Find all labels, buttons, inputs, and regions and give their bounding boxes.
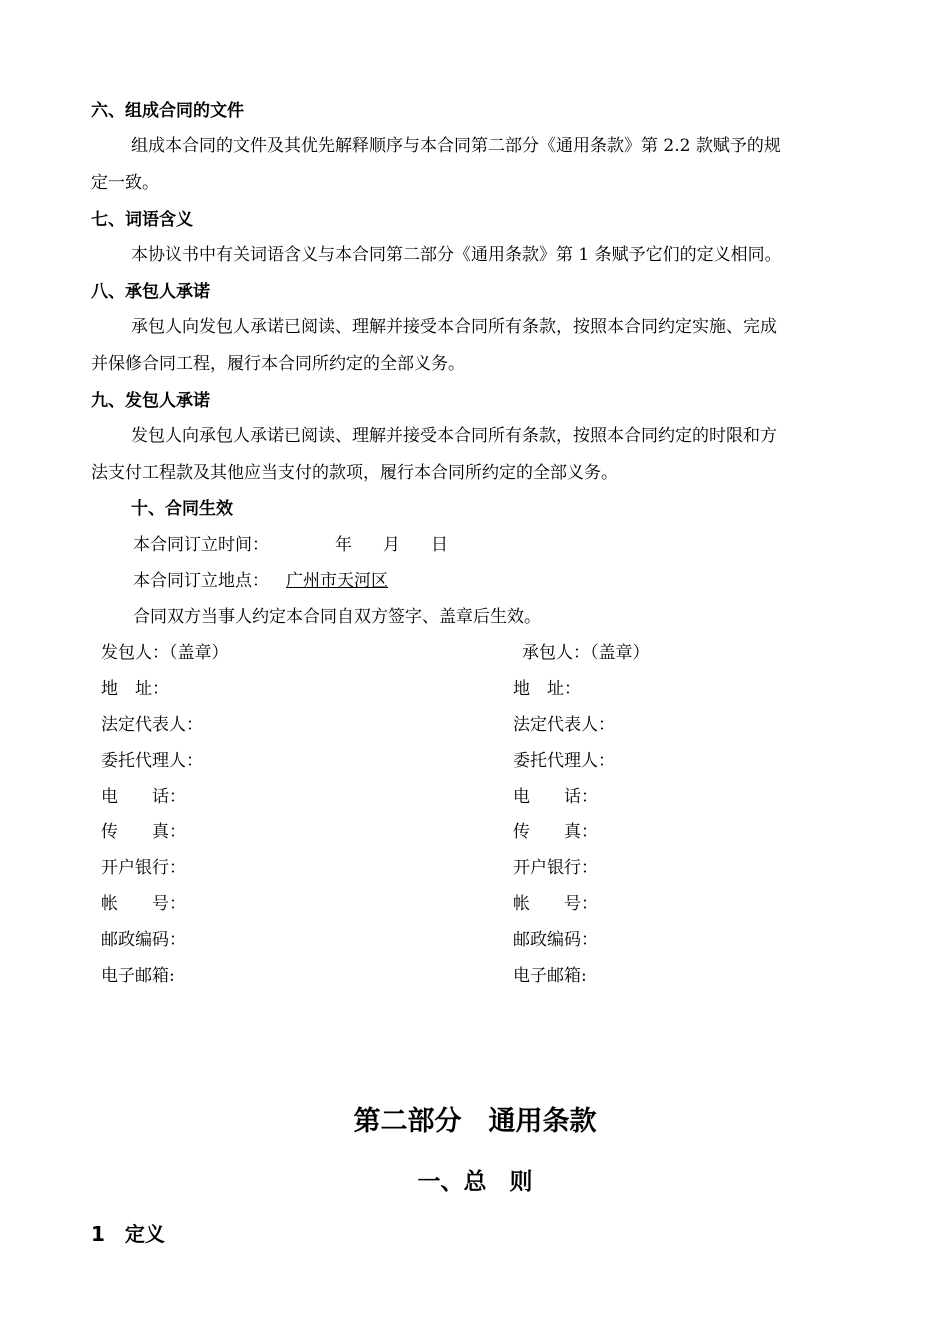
contractor-account-label: 帐 号：	[513, 894, 598, 914]
contractor-bank-label: 开户银行：	[513, 858, 598, 878]
contractor-postcode-label: 邮政编码：	[513, 930, 598, 950]
employer-agent-label: 委托代理人：	[101, 751, 203, 771]
employer-account-label: 帐 号：	[101, 894, 186, 914]
signing-place-value: 广州市天河区	[286, 571, 388, 591]
employer-address-label: 地 址：	[101, 679, 169, 699]
section-8-text-line1: 承包人向发包人承诺已阅读、理解并接受本合同所有条款，按照本合同约定实施、完成	[131, 317, 777, 337]
contractor-address-label: 地 址：	[513, 679, 581, 699]
section-8-text-line2: 并保修合同工程，履行本合同所约定的全部义务。	[91, 354, 465, 374]
employer-postcode-label: 邮政编码：	[101, 930, 186, 950]
signing-place-label: 本合同订立地点：	[133, 571, 269, 591]
signing-date-label: 本合同订立时间：	[133, 535, 269, 555]
employer-email-label: 电子邮箱:	[101, 966, 175, 986]
signing-day: 日	[431, 535, 448, 555]
employer-seal-label: 发包人：（盖章）	[101, 643, 229, 663]
contractor-phone-label: 电 话：	[513, 787, 598, 807]
chapter-one-title: 一、总 则	[417, 1169, 533, 1195]
employer-fax-label: 传 真：	[101, 822, 186, 842]
signing-year: 年	[335, 535, 352, 555]
section-9-heading: 九、发包人承诺	[91, 391, 210, 411]
part-two-title: 第二部分 通用条款	[353, 1106, 597, 1137]
section-7-text-line1: 本协议书中有关词语含义与本合同第二部分《通用条款》第 1 条赋予它们的定义相同。	[131, 245, 782, 265]
section-6-text-line2: 定一致。	[91, 173, 159, 193]
clause-1-heading: 1 定义	[91, 1222, 165, 1246]
section-6-text-line1: 组成本合同的文件及其优先解释顺序与本合同第二部分《通用条款》第 2.2 款赋予的规	[131, 136, 781, 156]
signing-month: 月	[383, 535, 400, 555]
employer-phone-label: 电 话：	[101, 787, 186, 807]
section-9-text-line1: 发包人向承包人承诺已阅读、理解并接受本合同所有条款，按照本合同约定的时限和方	[131, 426, 777, 446]
employer-legal-rep-label: 法定代表人：	[101, 715, 203, 735]
contractor-email-label: 电子邮箱:	[513, 966, 587, 986]
contractor-seal-label: 承包人：（盖章）	[522, 643, 650, 663]
section-6-heading: 六、组成合同的文件	[91, 101, 244, 121]
contractor-legal-rep-label: 法定代表人：	[513, 715, 615, 735]
section-8-heading: 八、承包人承诺	[91, 282, 210, 302]
section-7-heading: 七、词语含义	[91, 210, 193, 230]
section-9-text-line2: 法支付工程款及其他应当支付的款项，履行本合同所约定的全部义务。	[91, 463, 618, 483]
section-10-heading: 十、合同生效	[131, 499, 233, 519]
contractor-fax-label: 传 真：	[513, 822, 598, 842]
effect-statement: 合同双方当事人约定本合同自双方签字、盖章后生效。	[133, 607, 541, 627]
contractor-agent-label: 委托代理人：	[513, 751, 615, 771]
employer-bank-label: 开户银行：	[101, 858, 186, 878]
